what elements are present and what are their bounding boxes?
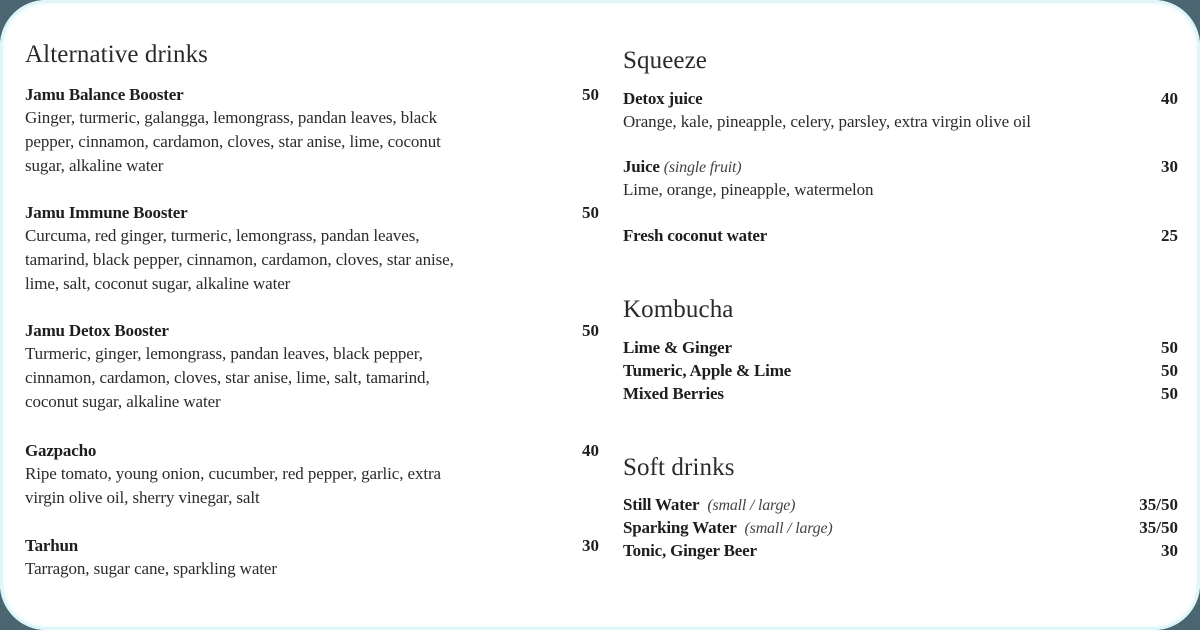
item-name: Detox juice: [623, 89, 703, 108]
item-name-wrap: [623, 516, 833, 540]
item-name: Still Water: [623, 495, 700, 514]
section-title-soft-drinks: Soft drinks: [623, 454, 735, 481]
section-title-kombucha: Kombucha: [623, 296, 734, 323]
item-description: Ginger, turmeric, galangga, lemongrass, pandan leaves, black pepper, cinnamon, cardamon, cloves, star anise, lime, coconut sugar, alkaline water: [25, 108, 441, 175]
item-price: 30: [1161, 157, 1178, 176]
menu-item-tonic-ginger-beer: [623, 539, 1178, 562]
menu-item-jamu-immune-booster: [25, 201, 599, 296]
item-name-wrap: [623, 493, 795, 517]
item-description: Lime, orange, pineapple, watermelon: [623, 180, 874, 199]
item-name: Juice: [623, 157, 660, 176]
item-description: Turmeric, ginger, lemongrass, pandan leaves, black pepper, cinnamon, cardamon, cloves, star anise, lime, salt, tamarind, coconut sugar, alkaline water: [25, 344, 430, 411]
item-price: 40: [1161, 89, 1178, 108]
section-title-alternative-drinks: Alternative drinks: [25, 41, 209, 68]
item-description: Curcuma, red ginger, turmeric, lemongrass, pandan leaves, tamarind, black pepper, cinnamon, cardamon, cloves, star anise, lime, salt, coconut sugar, alkaline water: [25, 226, 454, 293]
item-description: Tarragon, sugar cane, sparkling water: [25, 559, 277, 578]
item-note: (small / large): [707, 497, 796, 514]
item-note: (small / large): [744, 520, 833, 537]
menu-item-sparking-water: [623, 516, 1178, 539]
item-price: 30: [582, 536, 599, 555]
item-price: 30: [1161, 541, 1178, 560]
menu-item-still-water: [623, 493, 1178, 516]
menu-item-jamu-detox-booster: [25, 319, 599, 414]
item-name: Lime & Ginger: [623, 338, 732, 357]
item-description: Orange, kale, pineapple, celery, parsley, extra virgin olive oil: [623, 112, 1031, 131]
item-price: 50: [582, 203, 599, 222]
menu-item-detox-juice: [623, 87, 1178, 134]
item-name: Fresh coconut water: [623, 226, 768, 245]
item-name: Mixed Berries: [623, 384, 724, 403]
item-price: 50: [582, 321, 599, 340]
item-name: Tarhun: [25, 536, 78, 555]
menu-item-mixed-berries: [623, 382, 1178, 405]
item-price: 50: [1161, 384, 1178, 403]
menu-item-lime-ginger: [623, 336, 1178, 359]
item-description: Ripe tomato, young onion, cucumber, red pepper, garlic, extra virgin olive oil, sherry vinegar, salt: [25, 464, 441, 507]
item-price: 40: [582, 441, 599, 460]
item-name: Jamu Balance Booster: [25, 85, 184, 104]
item-name: Jamu Immune Booster: [25, 203, 188, 222]
item-price: 35/50: [1139, 518, 1178, 537]
menu-item-jamu-balance-booster: [25, 83, 599, 178]
item-name-wrap: [623, 155, 741, 179]
menu-item-fresh-coconut-water: [623, 224, 1178, 247]
menu-item-tumeric-apple-lime: [623, 359, 1178, 382]
item-name: Sparking Water: [623, 518, 737, 537]
item-price: 50: [1161, 338, 1178, 357]
item-price: 35/50: [1139, 495, 1178, 514]
menu-item-tarhun: [25, 534, 599, 581]
menu-item-gazpacho: [25, 439, 599, 510]
item-name: Tumeric, Apple & Lime: [623, 361, 791, 380]
item-name: Gazpacho: [25, 441, 97, 460]
item-price: 50: [582, 85, 599, 104]
item-price: 25: [1161, 226, 1178, 245]
item-name: Tonic, Ginger Beer: [623, 541, 757, 560]
item-price: 50: [1161, 361, 1178, 380]
section-title-squeeze: Squeeze: [623, 47, 707, 74]
item-name: Jamu Detox Booster: [25, 321, 169, 340]
menu-item-juice: [623, 155, 1178, 202]
item-note: (single fruit): [663, 159, 742, 176]
